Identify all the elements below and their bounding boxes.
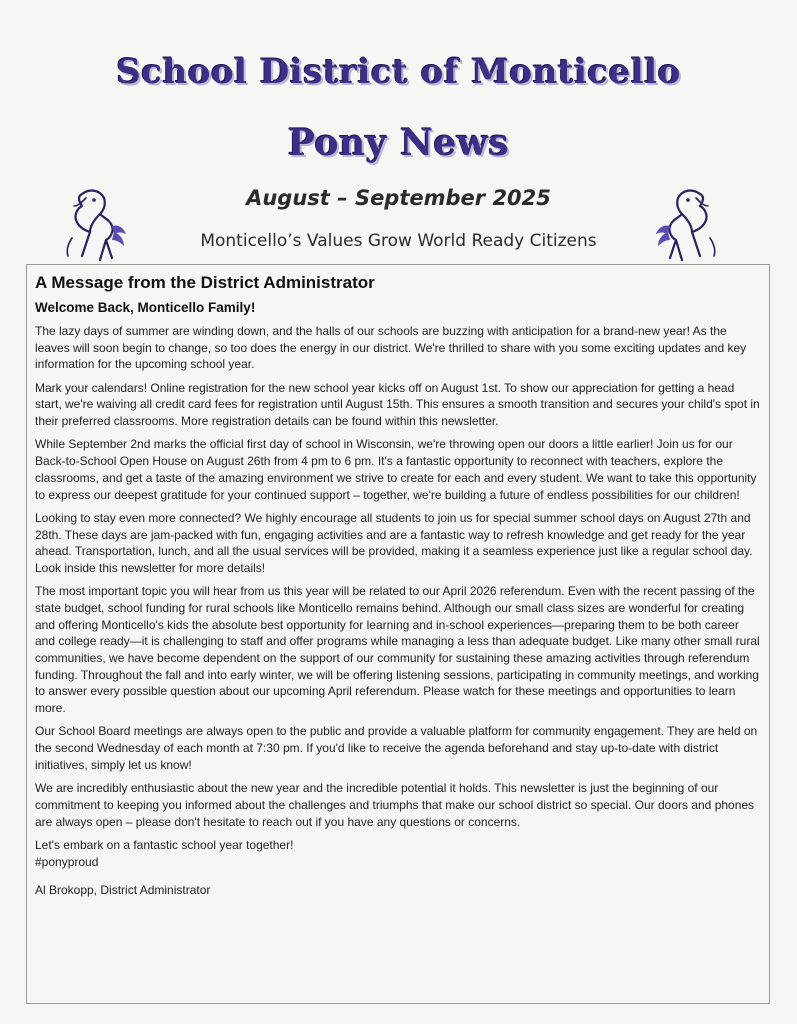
paragraph-commitment: We are incredibly enthusiastic about the new year and the incredible potential it holds. This newsletter is just the beginning of our commitment to keeping you informed about the challenges and triumphs that make our school district so special. Our doors and phones are always open – please don't hesitate to reach out if you have any questions or concerns. bbox=[35, 781, 755, 829]
hashtag: #ponyproud bbox=[35, 854, 99, 869]
closing-line: Let's embark on a fantastic school year together! bbox=[35, 837, 294, 852]
tagline: Monticello’s Values Grow World Ready Citizens bbox=[200, 231, 597, 251]
pony-mascot-icon bbox=[60, 186, 130, 266]
administrator-message-box bbox=[26, 264, 770, 1004]
paragraph-intro: The lazy days of summer are winding down, and the halls of our schools are buzzing with anticipation for a brand-new year! As the leaves will soon begin to change, so too does the energy in our district. We're thrilled to share with you some exciting updates and key information for the upcoming school year. bbox=[35, 324, 747, 372]
greeting: Welcome Back, Monticello Family! bbox=[35, 300, 256, 315]
newsletter-title: Pony News bbox=[287, 122, 510, 164]
section-heading: A Message from the District Administrator bbox=[35, 273, 375, 292]
newsletter-header bbox=[0, 0, 797, 265]
pony-mascot-icon bbox=[652, 186, 722, 266]
paragraph-registration: Mark your calendars! Online registration for the new school year kicks off on August 1st. To show our appreciation for getting a head start, we're waiving all credit card fees for registration until August 15th. This ensures a smooth transition and secures your child's spot in their preferred classrooms. More registration details can be found within this newsletter. bbox=[35, 380, 760, 429]
signature: Al Brokopp, District Administrator bbox=[35, 883, 211, 898]
paragraph-school-board: Our School Board meetings are always open to the public and provide a valuable platform for community engagement. They are held on the second Wednesday of each month at 7:30 pm. If you'd like to receive the agenda beforehand and stay up-to-date with district initiatives, simply let us know! bbox=[35, 724, 758, 772]
district-title: School District of Monticello bbox=[116, 52, 681, 92]
issue-date: August – September 2025 bbox=[246, 186, 551, 210]
paragraph-open-house: While September 2nd marks the official first day of school in Wisconsin, we're throwing open our doors a little earlier! Join us for our Back-to-School Open House on August 26th from 4 pm to 6 pm. It's a fantastic opportunity to reconnect with teachers, explore the classrooms, and get a taste of the amazing environment we strive to create for each and every student. We want to take this opportunity to express our deepest gratitude for your continued support – together, we're building a future of endless possibilities for our children! bbox=[35, 437, 757, 502]
closing bbox=[35, 837, 761, 870]
paragraph-summer-school: Looking to stay even more connected? We highly encourage all students to join us for special summer school days on August 27th and 28th. These days are jam-packed with fun, engaging activities and are a fantastic way to refresh knowledge and get ready for the year ahead. Transportation, lunch, and all the usual services will be provided, making it a seamless experience just like a regular school day. Look inside this newsletter for more details! bbox=[35, 510, 753, 575]
paragraph-referendum: The most important topic you will hear from us this year will be related to our April 2026 referendum. Even with the recent passing of the state budget, school funding for rural schools like Monticello remains behind. Although our small class sizes are wonderful for creating and offering Monticello's kids the absolute best opportunity for learning and in-school experiences—preparing them to be both career and college ready—it is challenging to staff and offer programs while managing a less than adequate budget. Like many other small rural communities, we have become dependent on the support of our community for sustaining these amazing activities through referendum funding. Throughout the fall and into early winter, we will be offering listening sessions, participating in community meetings, and working to answer every possible question about our upcoming April referendum. Please watch for these meetings and opportunities to learn more. bbox=[35, 584, 760, 716]
